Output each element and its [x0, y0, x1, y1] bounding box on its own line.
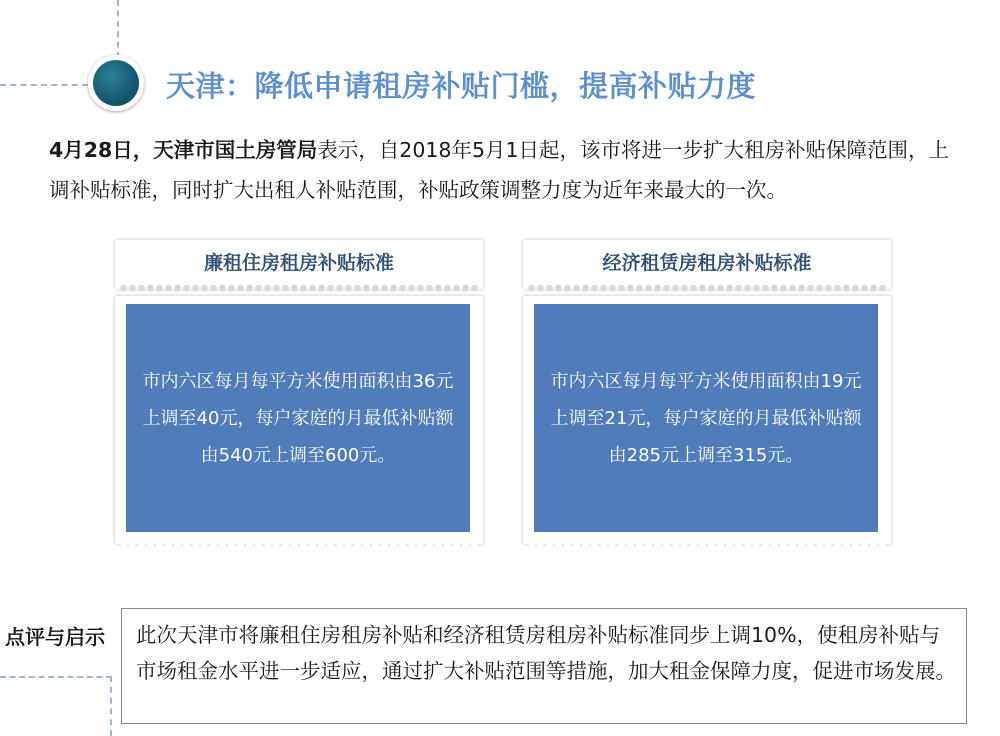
card-blue-panel	[126, 304, 470, 532]
card-body	[115, 296, 483, 544]
title-bullet-inner-icon	[93, 60, 139, 106]
card-perforation-top	[119, 281, 479, 295]
intro-paragraph	[49, 130, 969, 210]
intro-bold-lead: 4月28日，天津市国土房管局	[49, 138, 318, 162]
decorative-dashed-line-top-horizontal	[0, 84, 88, 86]
card-perforation-bottom	[527, 538, 887, 552]
decorative-dashed-line-bottom-vertical	[110, 676, 112, 736]
intro-text: 表示，自2018年5月1日起，该市将进一步扩大租房补贴保障范围，上调补贴标准，同时扩大出租人补贴范围，补贴政策调整力度为近年来最大的一次。	[49, 138, 950, 202]
decorative-dashed-line-top-vertical	[117, 0, 119, 58]
card-blue-panel	[534, 304, 878, 532]
card-body	[523, 296, 891, 544]
card-economic-rental-housing	[523, 240, 891, 552]
card-perforation-top	[527, 281, 887, 295]
card-body-text: 市内六区每月每平方米使用面积由36元上调至40元，每户家庭的月最低补贴额由540元上调至600元。	[142, 370, 454, 466]
commentary-box	[121, 608, 967, 724]
card-title: 经济租赁房租房补贴标准	[602, 252, 812, 274]
title-bullet-circle-icon	[88, 55, 144, 111]
commentary-label: 点评与启示	[5, 625, 105, 649]
decorative-dashed-line-bottom-horizontal	[0, 676, 112, 678]
card-low-rent-housing	[115, 240, 483, 552]
page-title: 天津：降低申请租房补贴门槛，提高补贴力度	[166, 69, 757, 103]
card-perforation-bottom	[119, 538, 479, 552]
card-title: 廉租住房租房补贴标准	[203, 252, 394, 274]
card-body-text: 市内六区每月每平方米使用面积由19元上调至21元，每户家庭的月最低补贴额由285元上调至315元。	[550, 370, 862, 466]
commentary-text: 此次天津市将廉租住房租房补贴和经济租赁房租房补贴标准同步上调10%，使租房补贴与市场租金水平进一步适应，通过扩大补贴范围等措施，加大租金保障力度，促进市场发展。	[136, 623, 956, 683]
